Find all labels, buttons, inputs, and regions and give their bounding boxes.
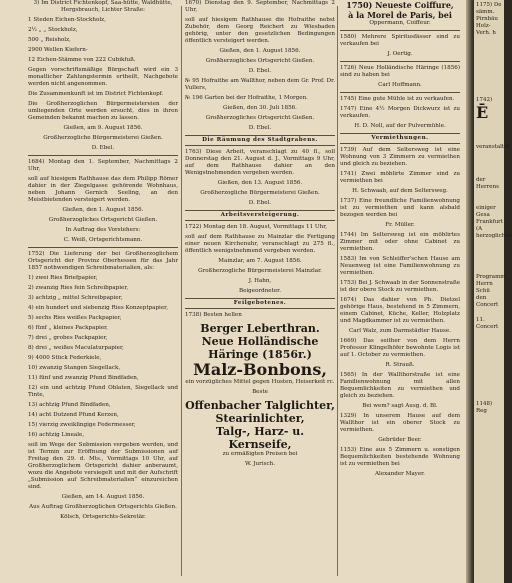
property-item: № 95 Hofraithe am Wallthor, neben dem Gr. Prof. Dr. Vullers, [185,78,335,91]
rental-text: 1565) In der Wallthorstraße ist eine Familienwohnung mit allen Bequemlichkeiten zu vermiethen und gleich zu beziehen. [340,372,460,399]
rental-text: 1153) Eine aus 5 Zimmern u. sonstigen Bequemlichkeiten bestehende Wohnung ist zu vermiethen bei [340,447,460,467]
adjacent-page-text [474,0,512,417]
column-2 [185,0,335,583]
ad-signature: Fr. Müller. [385,222,415,228]
supply-item: 3) achtzig „ mittel Schreibpapier, [28,295,123,301]
ad-text: 1745) Eine gute Mühle ist zu verkaufen. [340,96,455,102]
supply-item: 8) drei „ weißes Maculaturpapier, [28,345,124,351]
fragment: Frankfurt (A [476,219,504,232]
fragment: Holz-Verh. h [476,23,496,36]
ad-headline: Neue Holländische Häringe (1856r.) [201,335,319,361]
divider [340,61,460,62]
notice-text: Gegen vorschriftsmäßige Bürgschaft wird ein 3 monatlicher Zahlungstermin ertheilt, Nachgebote werden nicht angenommen. [28,67,178,87]
ad-text: 1747) Eine 4½ Morgen Dickwurz ist zu verkaufen. [340,106,460,119]
ad-text: ein vorzügliches Mittel gegen Husten, Heiserkeit rc. [185,379,335,385]
notice-authority: Großherzogliche Bürgermeisterei Gießen. [200,190,320,196]
ad-headline: Offenbacher Talglichter, [185,399,335,412]
supply-item: 9) 4000 Stück Federkiele, [28,355,102,361]
ad-signature: Oppermann, Coiffeur. [369,20,431,26]
fragment: Programm [476,274,506,280]
ad-signature: H. D. Noll, auf der Pulvermühle. [354,123,446,129]
ad-signature: R. Strauß. [385,362,415,368]
ad-text: 1726) Neue Holländische Häringe (1856) sind zu haben bei [340,65,460,78]
ad-signature: W. Jurisch. [244,461,276,467]
rental-text: 1739) Auf dem Seltersweg ist eine Wohnung von 3 Zimmern zu vermiethen und gleich zu beziehen. [340,147,460,167]
notice-signature: D. Ebel. [248,68,272,74]
fragment: der Herrens [476,177,499,190]
ad-text: 1580) Mehrere Spiritusfässer sind zu verkaufen bei [340,34,460,47]
supply-item: 13) achtzig Pfund Bindfaden, [28,402,111,408]
property-item: № 196 Garten bei der Hofraithe, 1 Morgen. [185,95,308,101]
column-rule [337,6,338,576]
notice-authority: Aus Auftrag Großherzoglichen Ortsgerichts Gießen. [29,504,177,510]
supply-item: 15) vierzig zweiklingige Federmesser, [28,422,136,428]
divider [340,92,460,93]
notice-signature: C. Weiß, Ortsgerichtsmann. [63,237,143,243]
fragment: Reg [476,408,487,414]
notice-signature: D. Ebel. [91,145,115,151]
fragment: den Concert [476,295,499,308]
ad-signature: Alexander Mayer. [375,471,425,477]
ad-text: Beste [252,389,268,395]
section-heading: Vermiethungen. [340,133,460,144]
fragment: Concert [476,324,499,330]
notice-text: soll auf hiesigem Rathhause die Hofraithe nebst Zubehör, dem Georg Reichert zu Wiesbaden gehörig, unter den gesetzlichen Bedingungen öffentlich versteigert werden. [185,17,335,44]
column-rule [181,6,182,576]
supply-item: 7) drei „ grobes Packpapier, [28,335,108,341]
adjacent-page [474,0,512,583]
fragment: 1148) [476,401,493,407]
notice-date: Gießen, den 13. August 1856. [217,180,303,186]
supply-item: 14) acht Dutzend Pfund Kerzen, [28,412,119,418]
supply-item: 6) fünf „ kleines Packpapier, [28,325,108,331]
notice-date: Gießen, den 1. August 1856. [219,48,301,54]
fragment-initial: Ē [476,103,489,122]
notice-date: Gießen, am 14. August 1856. [61,494,145,500]
notice-signature: D. Ebel. [248,200,272,206]
notice-signature: J. Hahn, [248,278,272,284]
ad-text: 1738) Besten hellen [185,312,242,318]
section-heading: Arbeitsversteigerung. [185,210,335,221]
wood-lot-item: 2900 Wellen Kiefern- [28,47,88,53]
column-3 [340,0,460,583]
rental-text: 1737) Eine freundliche Familienwohnung ist zu vermiethen und kann alsbald bezogen werden bei [340,198,460,218]
fragment: sämm. Pirnbäu [476,9,498,22]
section-heading: Feilgebotenes. [185,298,335,309]
notice-signature: Beigeordneter. [238,288,282,294]
wood-lot-item: 1 Steden Eichen-Stockholz, [28,17,106,23]
ad-signature: Carl Walz, zum Darmstädter Hause. [349,328,451,334]
notice-text: Die Großherzoglichen Bürgermeistereien der umliegenden Orte werden ersucht, dies in ihren Gemeinden bekannt machen zu lassen. [28,101,178,121]
auction-district-heading: 3) Im District Fichtenkopf, Saa-hütte, Waldhütte, Hergsbrauch, Lichter Straße: [33,0,173,13]
notice-text: soll auf hiesigem Rathhause das dem Philipp Römer dahier in der Ziegelgasse gehörende Wohnhaus, neben Johann Gernich Seeling, an den Meistbietenden versteigert werden. [28,176,178,203]
wood-lot-item: 2½ „ „ Stockholz, [28,27,78,33]
supply-item: 12) ein und achtzig Pfund Oblaten, Siegellack und Tinte, [28,385,178,398]
wood-lot-item: 500 „ Reisholz, [28,37,71,43]
ad-text: zu ermäßigten Preisen bei [222,451,298,457]
notice-date: Gießen, den 1. August 1856. [62,207,144,213]
fragment: 1742) [476,97,493,103]
notice-text: 1670) Dienstag den 9. September, Nachmittags 2 Uhr, [185,0,335,13]
wood-lot-item: 12 Eichen-Stämme von 222 Cubikfuß. [28,57,136,63]
divider [28,155,178,156]
notice-authority: Großherzogliches Ortsgericht Gießen. [48,217,158,223]
supply-item: 2) zwanzig Ries fein Schreibpapier, [28,285,129,291]
supply-item: 16) achtzig Lineale, [28,432,85,438]
section-heading: Die Räumung des Stadtgrabens. [185,135,335,146]
ad-signature: Carl Hoffmann. [378,82,422,88]
rental-text: 1674) Das dahier von Ph. Dietzel gehörige Haus, bestehend in 5 Zimmern, einem Cabinet, Küche, Keller, Holzplatz und Magdkammer ist zu vermiethen. [340,297,460,324]
fragment: 11. [476,317,485,323]
ad-headline: 1750) Neueste Coiffure, [346,0,454,10]
fragment: einiger Gesa [476,205,496,218]
notice-text: soll auf dem Rathhause zu Mainzlar die Fertigung einer neuen Kirchenuhr, veranschlagt zu 275 fl., öffentlich wenigstnehmend vergeben werden. [185,234,335,254]
supply-item: 4) ein hundert und siebenzig Ries Konzeptpapier, [28,305,168,311]
notice-date: Gießen, den 30. Juli 1856. [223,105,297,111]
rental-text: 1744) Im Seltersweg ist ein möblirtes Zimmer mit oder ohne Cabinet zu vermiethen. [340,232,460,252]
book-gutter [466,0,474,583]
ad-headline: Malz-Bonbons, [193,360,327,379]
notice-authority: Großherzogliche Bürgermeisterei Gießen. [43,135,163,141]
notice-text: 1722) Montag den 18. August, Vormittags 11 Uhr, [185,224,328,230]
notice-date: Gießen, am 9. August 1856. [63,125,143,131]
notice-text: 1684) Montag den 1. September, Nachmittags 2 Uhr, [28,159,178,172]
ad-signature: H. Schwaab, auf dem Seltersweg. [352,188,448,194]
rental-text: 1753) Bei J. Schwaab in der Sonnenstraße ist der obere Stock zu vermiethen. [340,280,460,293]
notice-text: soll im Wege der Submission vergeben werden, und ist Termin zur Eröffnung der Submissionen auf Freitag den 29. d. Mts., Vormittags 10 Uhr, auf Großherzoglichem Ortsgericht dahier anberaumt, wozu die Angebote versiegelt und mit der Aufschrift „Submission auf Schreibmaterialien“ einzureichen sind. [28,442,178,490]
rental-text: 1583) Im von Schleiffer'schen Hause am Neuenweg ist eine Familienwohnung zu vermiethen. [340,256,460,276]
notice-text: In Auftrag des Vorstehers: [65,227,141,233]
notice-text: Die Zusammenkunft ist im District Fichtenkopf. [28,91,164,97]
notice-authority: Großherzogliche Bürgermeisterei Mainzlar. [198,268,322,274]
supply-item: 10) zwanzig Stangen Siegellack, [28,365,121,371]
ad-headline: Talg-, Harz- u. Kernseife, [215,425,305,451]
ad-signature: J. Oertig. [387,51,413,57]
column-1 [28,0,178,583]
notice-signature: Kölsch, Ortsgerichts-Sekretär. [60,514,146,520]
divider [28,247,178,248]
rental-text: 1669) Das seither von dem Herrn Professor Klingelhöfer bewohnte Logis ist auf 1. October zu vermiethen. [340,338,460,358]
notice-signature: D. Ebel. [248,125,272,131]
ad-signature: Bei wem? sagt Ausg. d. Bl. [362,403,438,409]
ad-signature: Gebrüder Beer. [378,437,422,443]
rental-text: 1741) Zwei möblirte Zimmer sind zu vermiethen bei [340,171,460,184]
ad-headline: à la Morel de Paris, bei [348,10,452,20]
notice-text: 1763) Diese Arbeit, veranschlagt zu 40 fl., soll Donnerstag den 21. August d. J., Vormittags 9 Uhr, auf dem Rathhause dahier an den Wenigstnehmenden vergeben werden. [185,149,335,176]
ad-headline: Berger Leberthran. [200,322,320,335]
ad-headline: Stearinlichter, [215,412,305,425]
supply-item: 5) sechs Ries weißes Packpapier, [28,315,122,321]
fragment: veranstaltet [476,144,510,150]
supply-item: 1) zwei Ries Briefpapier, [28,275,98,281]
supply-item: 11) fünf und zwanzig Pfund Bindfaden, [28,375,139,381]
fragment: Herrn Schü [476,281,493,294]
notice-authority: Großherzogliches Ortsgericht Gießen. [205,115,315,121]
fragment: herzoglichen [476,233,512,239]
notice-authority: Großherzogliches Ortsgericht Gießen. [205,58,315,64]
divider [340,30,460,31]
notice-text: 1752) Die Lieferung der bei Großherzoglichem Ortsgericht der Provinz Oberhessen für das Jahr 1857 nothwendigen Schreibmaterialien, als: [28,251,178,271]
fragment: 1175) De [476,2,502,8]
notice-date: Mainzlar, am 7. August 1856. [218,258,302,264]
rental-text: 1329) In unserem Hause auf dem Wallthor ist ein oberer Stock zu vermiethen. [340,413,460,433]
